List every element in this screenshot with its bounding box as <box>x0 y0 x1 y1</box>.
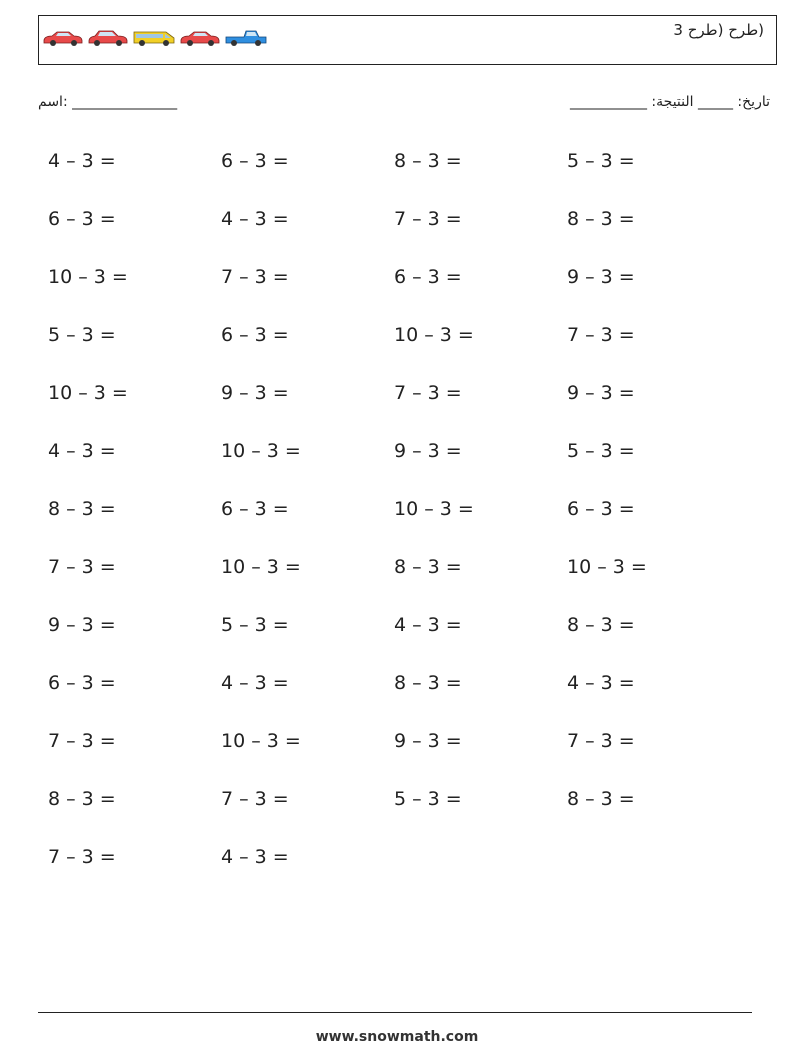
problem-item: 10 – 3 = <box>221 730 301 752</box>
red-car-icon <box>42 29 84 47</box>
problem-item: 9 – 3 = <box>48 614 116 636</box>
problem-item: 10 – 3 = <box>394 498 474 520</box>
problem-item: 7 – 3 = <box>567 730 635 752</box>
problem-item: 8 – 3 = <box>48 788 116 810</box>
blue-pickup-icon <box>224 29 268 47</box>
problem-item: 7 – 3 = <box>48 730 116 752</box>
problem-item: 10 – 3 = <box>221 556 301 578</box>
problem-item: 5 – 3 = <box>221 614 289 636</box>
problem-item: 4 – 3 = <box>221 208 289 230</box>
problem-item: 7 – 3 = <box>394 208 462 230</box>
problem-item: 8 – 3 = <box>394 672 462 694</box>
problem-item: 10 – 3 = <box>567 556 647 578</box>
problem-item: 4 – 3 = <box>48 440 116 462</box>
problem-item: 5 – 3 = <box>394 788 462 810</box>
problem-item: 9 – 3 = <box>394 730 462 752</box>
problem-item: 6 – 3 = <box>221 324 289 346</box>
problem-item: 4 – 3 = <box>221 672 289 694</box>
worksheet-title: (طرح (طرح 3 <box>673 21 764 39</box>
problem-item: 9 – 3 = <box>394 440 462 462</box>
problem-item: 8 – 3 = <box>394 556 462 578</box>
problem-item: 4 – 3 = <box>567 672 635 694</box>
name-field: اسم: _______________ <box>38 94 178 110</box>
red-car-icon <box>179 29 221 47</box>
problem-item: 6 – 3 = <box>48 208 116 230</box>
problem-item: 10 – 3 = <box>221 440 301 462</box>
problem-item: 8 – 3 = <box>567 614 635 636</box>
problem-item: 6 – 3 = <box>221 498 289 520</box>
date-score-field: تاريخ: _____ النتيجة: ___________ <box>569 94 770 110</box>
problem-item: 9 – 3 = <box>567 382 635 404</box>
problem-item: 8 – 3 = <box>567 788 635 810</box>
problem-item: 4 – 3 = <box>48 150 116 172</box>
problem-item: 10 – 3 = <box>48 382 128 404</box>
yellow-van-icon <box>132 29 176 47</box>
car-icons <box>42 29 268 47</box>
worksheet-header <box>38 15 777 65</box>
problem-item: 8 – 3 = <box>48 498 116 520</box>
red-car-icon <box>87 29 129 47</box>
problem-item: 6 – 3 = <box>394 266 462 288</box>
problem-item: 5 – 3 = <box>567 150 635 172</box>
problem-item: 5 – 3 = <box>567 440 635 462</box>
problem-item: 6 – 3 = <box>567 498 635 520</box>
problem-item: 6 – 3 = <box>221 150 289 172</box>
problem-item: 7 – 3 = <box>48 846 116 868</box>
problem-item: 8 – 3 = <box>567 208 635 230</box>
problem-item: 4 – 3 = <box>221 846 289 868</box>
footer-url: www.snowmath.com <box>315 1029 479 1045</box>
problem-item: 10 – 3 = <box>394 324 474 346</box>
problem-item: 9 – 3 = <box>221 382 289 404</box>
footer-divider <box>38 1012 752 1013</box>
problem-item: 5 – 3 = <box>48 324 116 346</box>
problem-item: 7 – 3 = <box>567 324 635 346</box>
problem-item: 8 – 3 = <box>394 150 462 172</box>
problem-item: 9 – 3 = <box>567 266 635 288</box>
problem-item: 10 – 3 = <box>48 266 128 288</box>
problem-item: 7 – 3 = <box>48 556 116 578</box>
problem-item: 6 – 3 = <box>48 672 116 694</box>
problem-item: 4 – 3 = <box>394 614 462 636</box>
problem-item: 7 – 3 = <box>394 382 462 404</box>
problem-item: 7 – 3 = <box>221 266 289 288</box>
problem-grid <box>48 147 740 901</box>
problem-item: 7 – 3 = <box>221 788 289 810</box>
